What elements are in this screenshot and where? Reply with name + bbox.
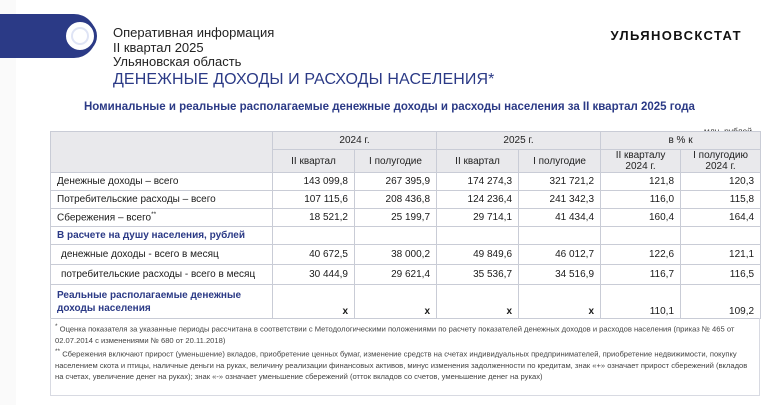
cell-value: 35 536,7 (437, 265, 519, 285)
report-header (113, 26, 533, 89)
cell-value: 121,1 (681, 245, 761, 265)
cell-value: 115,8 (681, 191, 761, 209)
header-period: I полугодие (519, 150, 601, 173)
cell-value: 174 274,3 (437, 173, 519, 191)
empty-cell (601, 227, 681, 245)
cell-value: 208 436,8 (355, 191, 437, 209)
table-subtitle: Номинальные и реальные располагаемые денежные доходы и расходы населения за II квартал 2025 года (84, 101, 695, 113)
row-label: Потребительские расходы – всего (51, 191, 273, 209)
table-row (51, 191, 761, 209)
section-row (51, 227, 761, 245)
cell-value: 122,6 (601, 245, 681, 265)
cell-value: 30 444,9 (273, 265, 355, 285)
cell-value: 34 516,9 (519, 265, 601, 285)
header-period: II квартал (437, 150, 519, 173)
table-row-real-income (51, 285, 761, 319)
header-line-info: Оперативная информация (113, 25, 275, 40)
cell-value: 25 199,7 (355, 209, 437, 227)
footnote-text: Сбережения включают прирост (уменьшение) вкладов, приобретение ценных бумаг, изменение средств на счетах индивидуальных предпринимателей, приобретение недвижимости, покупку населением скота и птицы, наличные деньги на руках, величину реализации финансовых активов, минус изменения задолженности по кредитам, знак «+» означает прирост сбережений (вкладов на счетах, увеличение денег на руках); знак «-» означает уменьшение сбережений (отток вкладов со счетов, уменьшение денег на руках) (55, 349, 748, 381)
table-row (51, 265, 761, 285)
page-title: ДЕНЕЖНЫЕ ДОХОДЫ И РАСХОДЫ НАСЕЛЕНИЯ* (113, 70, 495, 88)
footnote-2 (55, 346, 755, 382)
cell-value: 49 849,6 (437, 245, 519, 265)
cell-value: 241 342,3 (519, 191, 601, 209)
cell-value: x (437, 285, 519, 319)
cell-value: 116,0 (601, 191, 681, 209)
cell-value: 110,1 (601, 285, 681, 319)
header-year-2025: 2025 г. (437, 132, 601, 150)
cell-value: 29 714,1 (437, 209, 519, 227)
cell-value: 143 099,8 (273, 173, 355, 191)
brand-name: УЛЬЯНОВСКСТАТ (610, 28, 742, 43)
footnote-mark: ** (151, 211, 157, 219)
table-row (51, 173, 761, 191)
empty-cell (519, 227, 601, 245)
footnote-text: Оценка показателя за указанные периоды рассчитана в соответствии с Методологическими положениями по расчету показателей денежных доходов и расходов населения (приказ № 465 от 02.07.2014 с изменениями № 680 от 20.11.2018) (55, 324, 735, 345)
cell-value: x (519, 285, 601, 319)
cell-value: x (273, 285, 355, 319)
cell-value: 160,4 (601, 209, 681, 227)
header-line-region: Ульяновская область (113, 54, 242, 69)
row-label-real-income (51, 285, 273, 319)
empty-cell (355, 227, 437, 245)
section-label-per-capita: В расчете на душу населения, рублей (51, 227, 273, 245)
cell-value: 38 000,2 (355, 245, 437, 265)
cell-value: 41 434,4 (519, 209, 601, 227)
footnote-mark: * (55, 323, 58, 330)
cell-value: 124 236,4 (437, 191, 519, 209)
income-expense-table (50, 131, 761, 319)
row-label: денежные доходы - всего в месяц (51, 245, 273, 265)
cell-value: 267 395,9 (355, 173, 437, 191)
header-percent: в % к (601, 132, 761, 150)
cell-value: x (355, 285, 437, 319)
table-row (51, 209, 761, 227)
header-line-period: II квартал 2025 (113, 39, 204, 55)
header-pct-period: II кварталу 2024 г. (601, 150, 681, 173)
footnote-mark: ** (55, 347, 61, 355)
label-line: доходы населения (57, 302, 151, 314)
table-row (51, 245, 761, 265)
header-period: I полугодие (355, 150, 437, 173)
row-label: потребительские расходы - всего в месяц (51, 265, 273, 285)
left-margin-band (0, 0, 16, 405)
cell-value: 321 721,2 (519, 173, 601, 191)
empty-cell (273, 227, 355, 245)
cell-value: 164,4 (681, 209, 761, 227)
logo-circle-icon (63, 19, 97, 53)
header-period: II квартал (273, 150, 355, 173)
empty-cell (437, 227, 519, 245)
cell-value: 107 115,6 (273, 191, 355, 209)
cell-value: 109,2 (681, 285, 761, 319)
header-empty-cell (51, 132, 273, 173)
label-line: Реальные располагаемые денежные (57, 289, 242, 301)
cell-value: 121,8 (601, 173, 681, 191)
cell-value: 116,5 (681, 265, 761, 285)
header-pct-period: I полугодию 2024 г. (681, 150, 761, 173)
cell-value: 18 521,2 (273, 209, 355, 227)
empty-cell (681, 227, 761, 245)
footnote-1 (55, 321, 755, 346)
header-year-2024: 2024 г. (273, 132, 437, 150)
cell-value: 40 672,5 (273, 245, 355, 265)
footnotes (50, 318, 760, 396)
cell-value: 116,7 (601, 265, 681, 285)
row-label: Сбережения – всего (57, 212, 152, 224)
cell-value: 46 012,7 (519, 245, 601, 265)
row-label: Денежные доходы – всего (51, 173, 273, 191)
row-label-savings (51, 209, 273, 227)
cell-value: 29 621,4 (355, 265, 437, 285)
table-header-years (51, 132, 761, 150)
cell-value: 120,3 (681, 173, 761, 191)
